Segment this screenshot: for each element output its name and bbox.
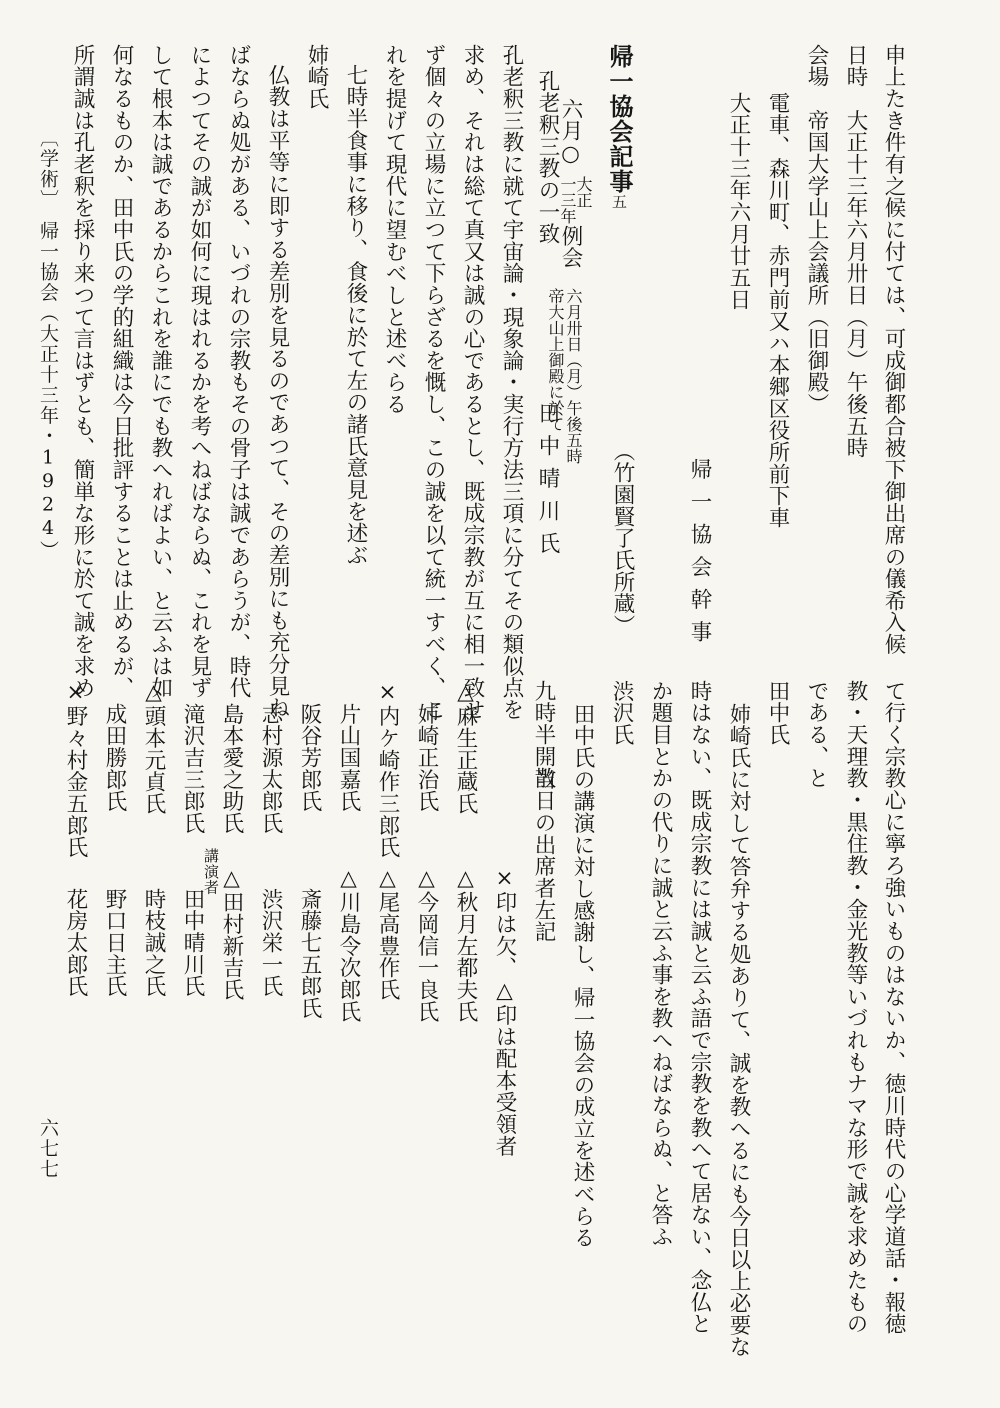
anezaki-line-3: によつてその誠が如何に現はれるかを考へねばならぬ、これを見ず — [187, 44, 212, 699]
letter-line-1: 申上たき件有之候に付ては、可成御都合被下御出席の儀希入候 — [881, 44, 906, 655]
attendee-10a: 成田勝郎氏 — [102, 703, 127, 813]
meeting-date: 六月卅日（月）午後五時 — [564, 288, 583, 464]
tanaka-line-2: 時はない、既成宗教には誠と云ふ語で宗教を教へて居ない、念仏と — [687, 680, 712, 1335]
cont-line-2: 教・天理教・黒住教・金光教等いづれもナマな形で誠を求めたもの — [843, 680, 868, 1335]
attendee-6b: 渋沢栄一氏 — [258, 888, 283, 998]
article-title — [605, 44, 634, 210]
body-line-3: ず個々の立場に立つて下らざるを慨し、この誠を以て統一すべく、こ — [421, 44, 446, 721]
letter-date: 大正十三年六月廿五日 — [726, 92, 751, 311]
running-head: 〔学術〕 帰一協会（大正十三年・1924） — [37, 128, 59, 561]
attendee-3a: ×内ケ崎作三郎氏 — [375, 680, 400, 859]
anezaki-name: 姉崎氏 — [304, 44, 329, 110]
meeting-month-day: 六月○ — [558, 98, 583, 167]
cont-line-3: である、と — [804, 680, 829, 790]
lecturer: 田中晴川氏 — [535, 402, 560, 565]
attendee-2b: △今岡信一良氏 — [414, 866, 439, 1023]
attendee-2a: 姉崎正治氏 — [414, 703, 439, 813]
tanaka-name: 田中氏 — [765, 680, 790, 746]
article-title-text: 帰一協会記事 — [605, 44, 634, 194]
attendee-4b: △川島令次郎氏 — [336, 866, 361, 1023]
collection-note: （竹園賢了氏所蔵） — [610, 440, 635, 637]
article-number: 五 — [610, 194, 628, 210]
letter-date-line: 日時 大正十三年六月卅日（月）午後五時 — [843, 44, 868, 459]
attendee-3b: △尾高豊作氏 — [375, 866, 400, 1001]
anezaki-line-2: ばならぬ処がある、いづれの宗教もその骨子は誠であらうが、時代 — [226, 44, 251, 699]
attendee-4a: 片山国嘉氏 — [336, 703, 361, 813]
attendee-5b: 斎藤七五郎氏 — [297, 888, 322, 1019]
anezaki-line-4: して根本は誠であるからこれを誰にでも教へればよい、と云ふは如 — [148, 44, 173, 699]
lecture-title: 孔老釈三教の一致 — [535, 70, 560, 245]
meeting-place: 帝大山上御殿に於て — [546, 288, 565, 432]
attendee-1a: △麻生正蔵氏 — [453, 680, 478, 815]
attendee-6a: 志村源太郎氏 — [258, 703, 283, 834]
shibusawa-name: 渋沢氏 — [609, 680, 634, 746]
meeting-type: 例会 — [558, 225, 583, 269]
tanaka-line-1: 姉崎氏に対して答弁する処ありて、誠を教へるにも今日以上必要な — [726, 703, 751, 1358]
attendee-7b: △田村新吉氏 — [219, 866, 244, 1001]
page-number: 六七七 — [37, 1118, 59, 1180]
body-line-2: 求め、それは総て真又は誠の心であるとし、既成宗教が互に相一致せ — [460, 44, 485, 721]
legend: ×印は欠、△印は配本受領者 — [492, 866, 517, 1157]
body-line-1: 孔老釈三教に就て宇宙論・現象論・実行方法三項に分てその類似点を — [499, 44, 524, 721]
meeting-era: 大正 — [574, 176, 593, 208]
body-line-4: れを提げて現代に望むべしと述べらる — [382, 44, 407, 415]
anezaki-line-1: 仏教は平等に即する差別を見るのであつて、その差別にも充分見ね — [265, 64, 290, 719]
attendee-7a: 島本愛之助氏 — [219, 703, 244, 834]
letter-access-line: 電車、森川町、赤門前又ハ本郷区役所前下車 — [765, 92, 790, 529]
body-line-5: 七時半食事に移り、食後に於て左の諸氏意見を述ぶ — [343, 64, 368, 566]
attendee-11a: ×野々村金五郎氏 — [63, 680, 88, 859]
attendee-8a: 滝沢吉三郎氏 — [180, 703, 205, 834]
cont-line-1: て行く宗教心に寧ろ強いものはないか、徳川時代の心学道話・報徳 — [881, 680, 906, 1335]
attendee-8b: 田中晴川氏 — [180, 888, 205, 998]
attendee-5a: 阪谷芳郎氏 — [297, 703, 322, 813]
tanaka-line-3: か題目とかの代りに誠と云ふ事を教へねばならぬ、と答ふ — [648, 680, 673, 1248]
meeting-year: 一三年 — [558, 176, 577, 224]
attendee-10b: 野口日主氏 — [102, 888, 127, 998]
attendee-9b: 時枝誠之氏 — [141, 888, 166, 998]
attendee-1b: △秋月左都夫氏 — [453, 866, 478, 1023]
anezaki-line-5: 何なるものか、田中氏の学的組織は今日批評することは止めるが、 — [109, 44, 134, 699]
anezaki-line-6: 所謂誠は孔老釈を採り来つて言はずとも、簡単な形に於て誠を求め — [70, 44, 95, 699]
attendees-header: 当日の出席者左記 — [531, 768, 556, 943]
letter-signature: 帰一協会幹事 — [687, 458, 712, 653]
lecturer-label: 講演者 — [202, 848, 220, 895]
attendee-11b: 花房太郎氏 — [63, 888, 88, 998]
adjourn: 九時半開散 — [531, 680, 556, 790]
attendee-9a: △頭本元貞氏 — [141, 680, 166, 815]
letter-venue-line: 会場 帝国大学山上会議所（旧御殿） — [804, 44, 829, 415]
shibusawa-line: 田中氏の講演に対し感謝し、帰一協会の成立を述べらる — [570, 703, 595, 1249]
